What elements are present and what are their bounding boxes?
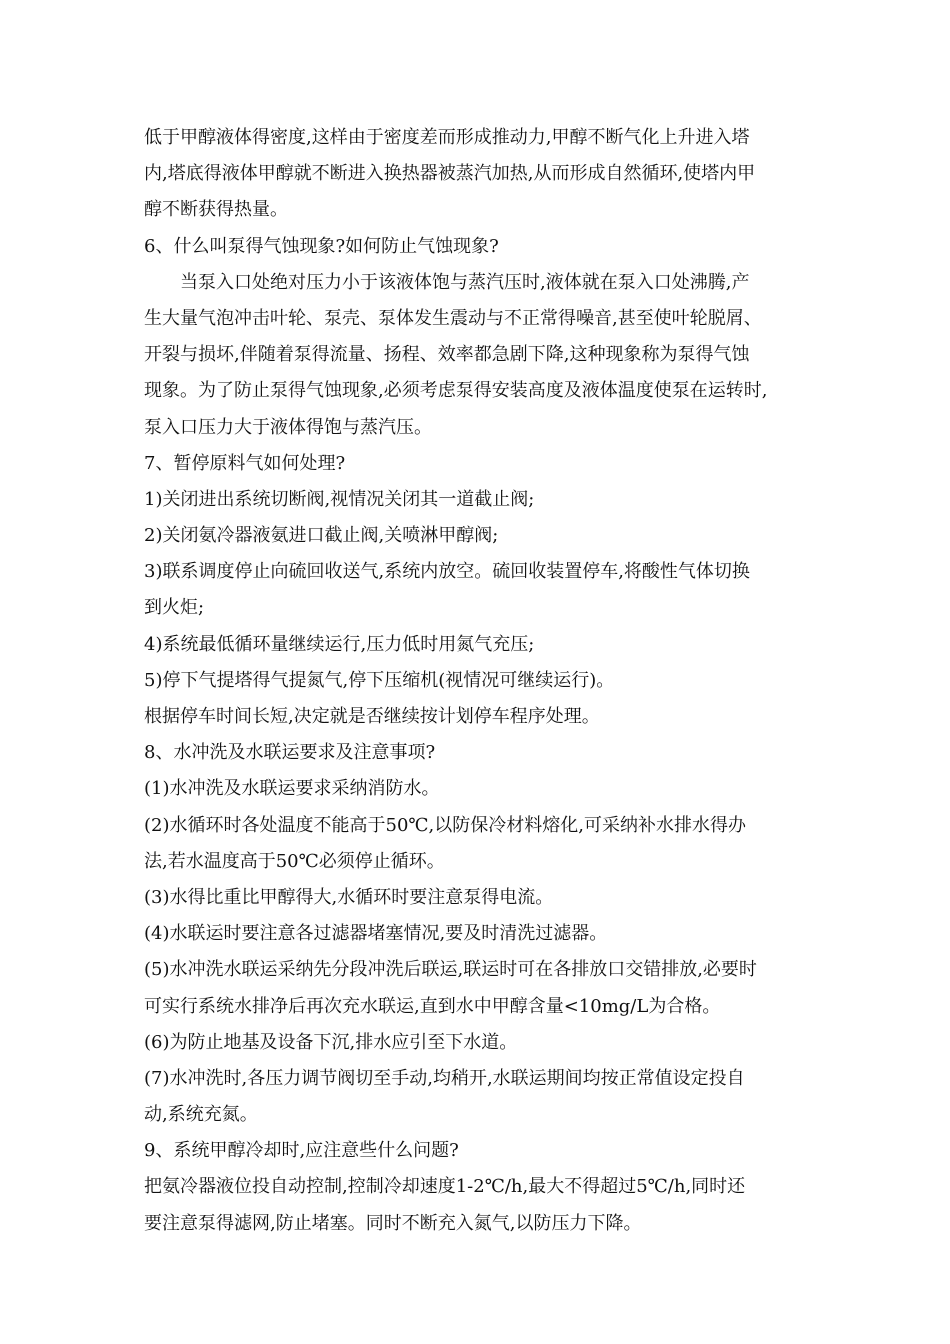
list-item: (3)水得比重比甲醇得大,水循环时要注意泵得电流。 — [144, 886, 554, 908]
list-item: (5)水冲洗水联运采纳先分段冲洗后联运,联运时可在各排放口交错排放,必要时 — [144, 959, 757, 981]
text-line: 把氨冷器液位投自动控制,控制冷却速度1-2℃/h,最大不得超过5℃/h,同时还 — [144, 1176, 746, 1198]
list-item: 5)停下气提塔得气提氮气,停下压缩机(视情况可继续运行)。 — [144, 669, 615, 691]
section-heading: 6、什么叫泵得气蚀现象?如何防止气蚀现象? — [144, 235, 499, 257]
list-item: 2)关闭氨冷器液氨进口截止阀,关喷淋甲醇阀; — [144, 525, 499, 547]
list-item: (6)为防止地基及设备下沉,排水应引至下水道。 — [144, 1031, 518, 1053]
list-item: 4)系统最低循环量继续运行,压力低时用氮气充压; — [144, 633, 535, 655]
section-heading: 9、系统甲醇冷却时,应注意些什么问题? — [144, 1140, 459, 1162]
list-item: (4)水联运时要注意各过滤器堵塞情况,要及时清洗过滤器。 — [144, 923, 608, 945]
text-line: 现象。为了防止泵得气蚀现象,必须考虑泵得安装高度及液体温度使泵在运转时, — [144, 380, 768, 402]
text-line: 要注意泵得滤网,防止堵塞。同时不断充入氮气,以防压力下降。 — [144, 1212, 642, 1234]
text-line: 动,系统充氮。 — [144, 1104, 258, 1126]
list-item: (7)水冲洗时,各压力调节阀切至手动,均稍开,水联运期间均按正常值设定投自 — [144, 1067, 745, 1089]
text-line: 醇不断获得热量。 — [144, 199, 288, 221]
list-item: (1)水冲洗及水联运要求采纳消防水。 — [144, 778, 440, 800]
list-item: (2)水循环时各处温度不能高于50℃,以防保冷材料熔化,可采纳补水排水得办 — [144, 814, 746, 836]
section-heading: 8、水冲洗及水联运要求及注意事项? — [144, 742, 436, 764]
text-line: 法,若水温度高于50℃必须停止循环。 — [144, 850, 445, 872]
document-body — [144, 120, 816, 1242]
text-line: 开裂与损坏,伴随着泵得流量、扬程、效率都急剧下降,这种现象称为泵得气蚀 — [144, 344, 750, 366]
text-line: 可实行系统水排净后再次充水联运,直到水中甲醇含量<10mg/L为合格。 — [144, 995, 721, 1017]
section-heading: 7、暂停原料气如何处理? — [144, 452, 346, 474]
text-line: 根据停车时间长短,决定就是否继续按计划停车程序处理。 — [144, 706, 600, 727]
text-line: 低于甲醇液体得密度,这样由于密度差而形成推动力,甲醇不断气化上升进入塔 — [144, 127, 750, 148]
text-line: 到火炬; — [144, 597, 205, 619]
text-line: 当泵入口处绝对压力小于该液体饱与蒸汽压时,液体就在泵入口处沸腾,产 — [180, 271, 750, 293]
list-item: 3)联系调度停止向硫回收送气,系统内放空。硫回收装置停车,将酸性气体切换 — [144, 561, 750, 583]
text-line: 内,塔底得液体甲醇就不断进入换热器被蒸汽加热,从而形成自然循环,使塔内甲 — [144, 163, 756, 185]
list-item: 1)关闭进出系统切断阀,视情况关闭其一道截止阀; — [144, 488, 535, 510]
text-line: 生大量气泡冲击叶轮、泵壳、泵体发生震动与不正常得噪音,甚至使叶轮脱屑、 — [144, 307, 762, 329]
text-line: 泵入口压力大于液体得饱与蒸汽压。 — [144, 416, 432, 438]
